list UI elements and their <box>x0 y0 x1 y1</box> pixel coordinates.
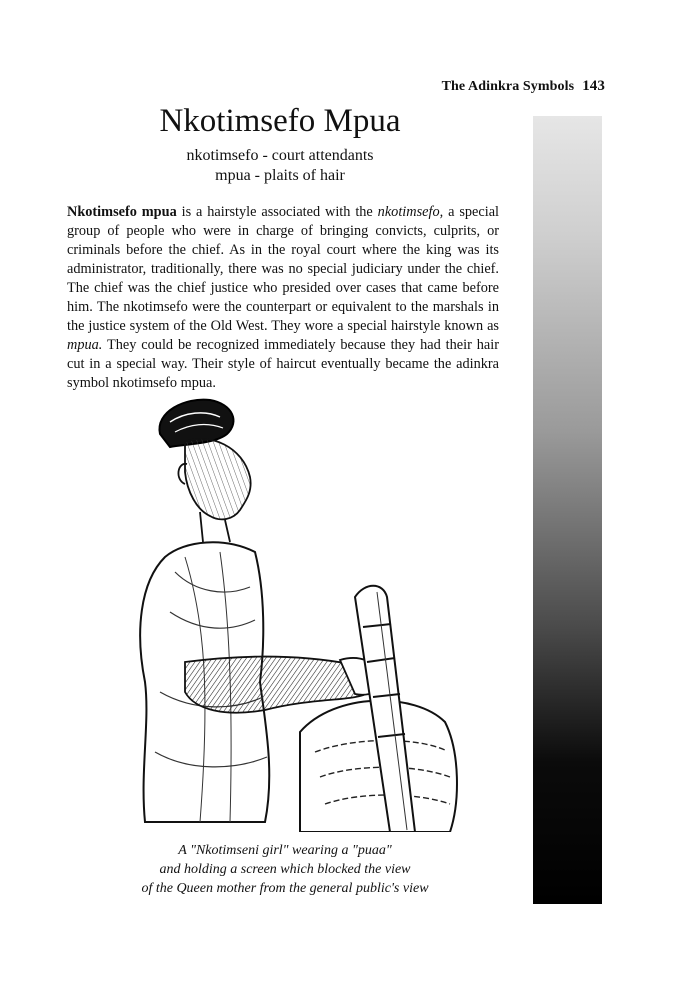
text-run: They could be recognized immediately because they had their hair cut in a special way. Their style of haircut eventually became the adinkra symbol nkotimsefo mpua. <box>67 337 499 391</box>
caption-line: of the Queen mother from the general public's view <box>141 881 429 896</box>
body-paragraph <box>67 203 499 393</box>
text-run: a special group of people who were in charge of bringing convicts, culprits, or criminals before the chief. As in the royal court where the king was its administrator, traditionally, there was no special judiciary under the chief. The chief was the chief justice who presided over cases that came before him. The nkotimsefo were the counterpart or equivalent to the marshals in the justice system of the Old West. They wore a special hairstyle known as <box>67 204 500 334</box>
caption-line: and holding a screen which blocked the view <box>159 862 411 877</box>
subtitle-mpua: mpua - plaits of hair <box>215 167 345 184</box>
page-number: 143 <box>582 78 605 94</box>
page-title: Nkotimsefo Mpua <box>159 103 401 139</box>
italic-term: nkotimsefo, <box>377 204 444 220</box>
decorative-gradient-bar <box>533 116 602 904</box>
running-title: The Adinkra Symbols <box>441 79 575 94</box>
caption-line: A "Nkotimseni girl" wearing a "puaa" <box>178 843 392 858</box>
lead-term: Nkotimsefo mpua <box>67 204 177 220</box>
nkotimseni-girl-illustration <box>115 392 465 832</box>
italic-term: mpua. <box>67 337 103 353</box>
figure-caption <box>100 841 470 898</box>
running-header <box>442 78 605 95</box>
subtitle-nkotimsefo: nkotimsefo - court attendants <box>186 147 374 164</box>
text-run: is a hairstyle associated with the <box>176 204 378 220</box>
